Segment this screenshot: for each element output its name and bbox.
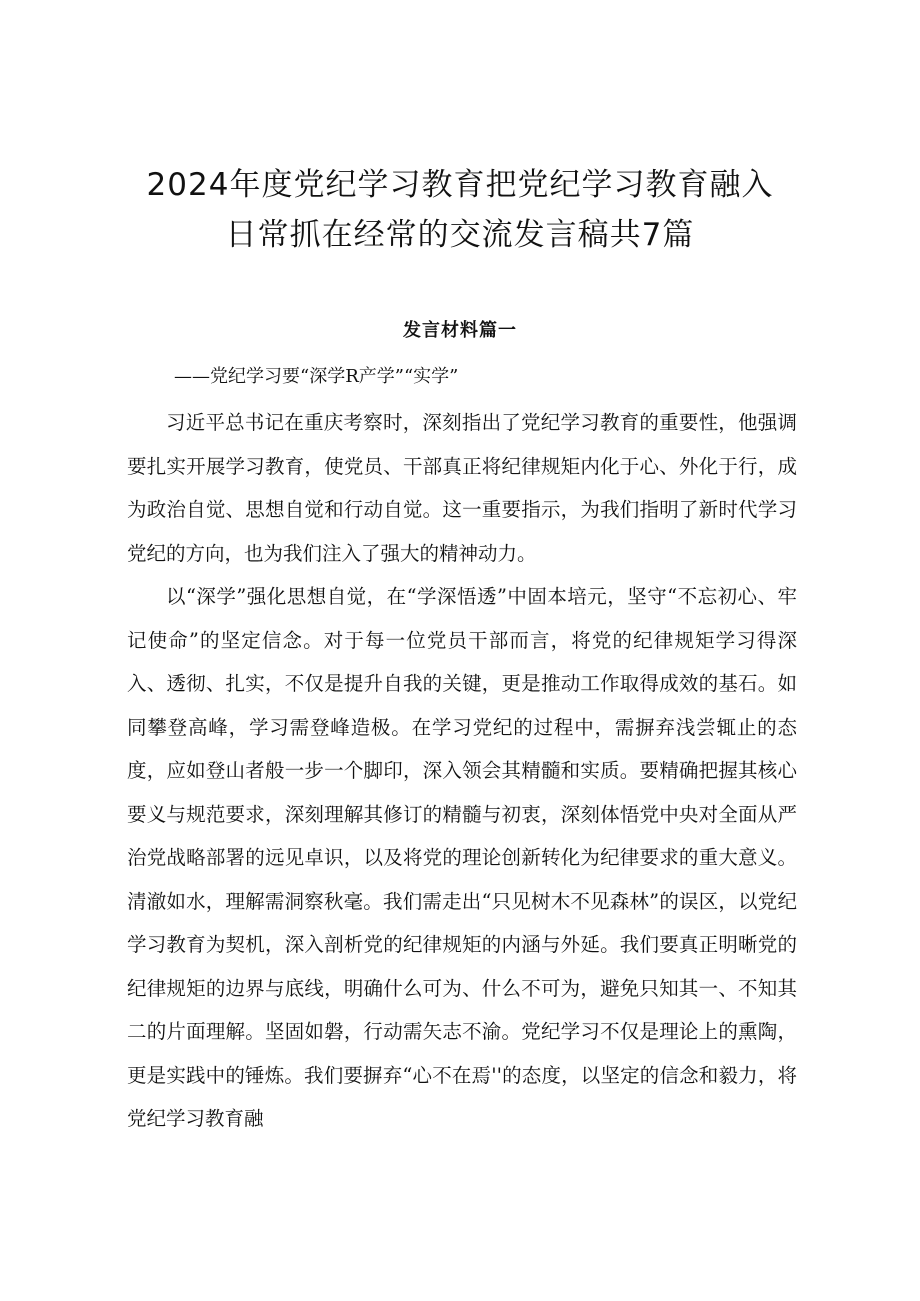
paragraph-1: 习近平总书记在重庆考察时，深刻指出了党纪学习教育的重要性，他强调要扎实开展学习教育，使党员、干部真正将纪律规矩内化于心、外化于行，成为政治自觉、思想自觉和行动自觉。这一重要指示，为我们指明了新时代学习党纪的方向，也为我们注入了强大的精神动力。	[127, 411, 797, 565]
title-line-2: 日常抓在经常的交流发言稿共7篇	[225, 217, 695, 253]
body-text	[127, 401, 797, 1141]
section-heading: 发言材料篇一	[403, 320, 517, 341]
section-subtitle: ——党纪学习要“深学R产学”“实学”	[174, 366, 459, 387]
paragraph-2: 以“深学”强化思想自觉，在“学深悟透”中固本培元，坚守“不忘初心、牢记使命”的坚定信念。对于每一位党员干部而言，将党的纪律规矩学习得深入、透彻、扎实，不仅是提升自我的关键，更是推动工作取得成效的基石。如同攀登高峰，学习需登峰造极。在学习党纪的过程中，需摒弃浅尝辄止的态度，应如登山者般一步一个脚印，深入领会其精髓和实质。要精确把握其核心要义与规范要求，深刻理解其修订的精髓与初衷，深刻体悟党中央对全面从严治党战略部署的远见卓识，以及将党的理论创新转化为纪律要求的重大意义。清澈如水，理解需洞察秋毫。我们需走出“只见树木不见森林”的误区，以党纪学习教育为契机，深入剖析党的纪律规矩的内涵与外延。我们要真正明晰党的纪律规矩的边界与底线，明确什么可为、什么不可为，避免只知其一、不知其二的片面理解。坚固如磐，行动需矢志不渝。党纪学习不仅是理论上的熏陶，更是实践中的锤炼。我们要摒弃“心不在焉''的态度，以坚定的信念和毅力，将党纪学习教育融	[127, 585, 797, 1130]
title-line-1: 2024年度党纪学习教育把党纪学习教育融入	[146, 167, 774, 203]
document-title	[100, 160, 820, 260]
